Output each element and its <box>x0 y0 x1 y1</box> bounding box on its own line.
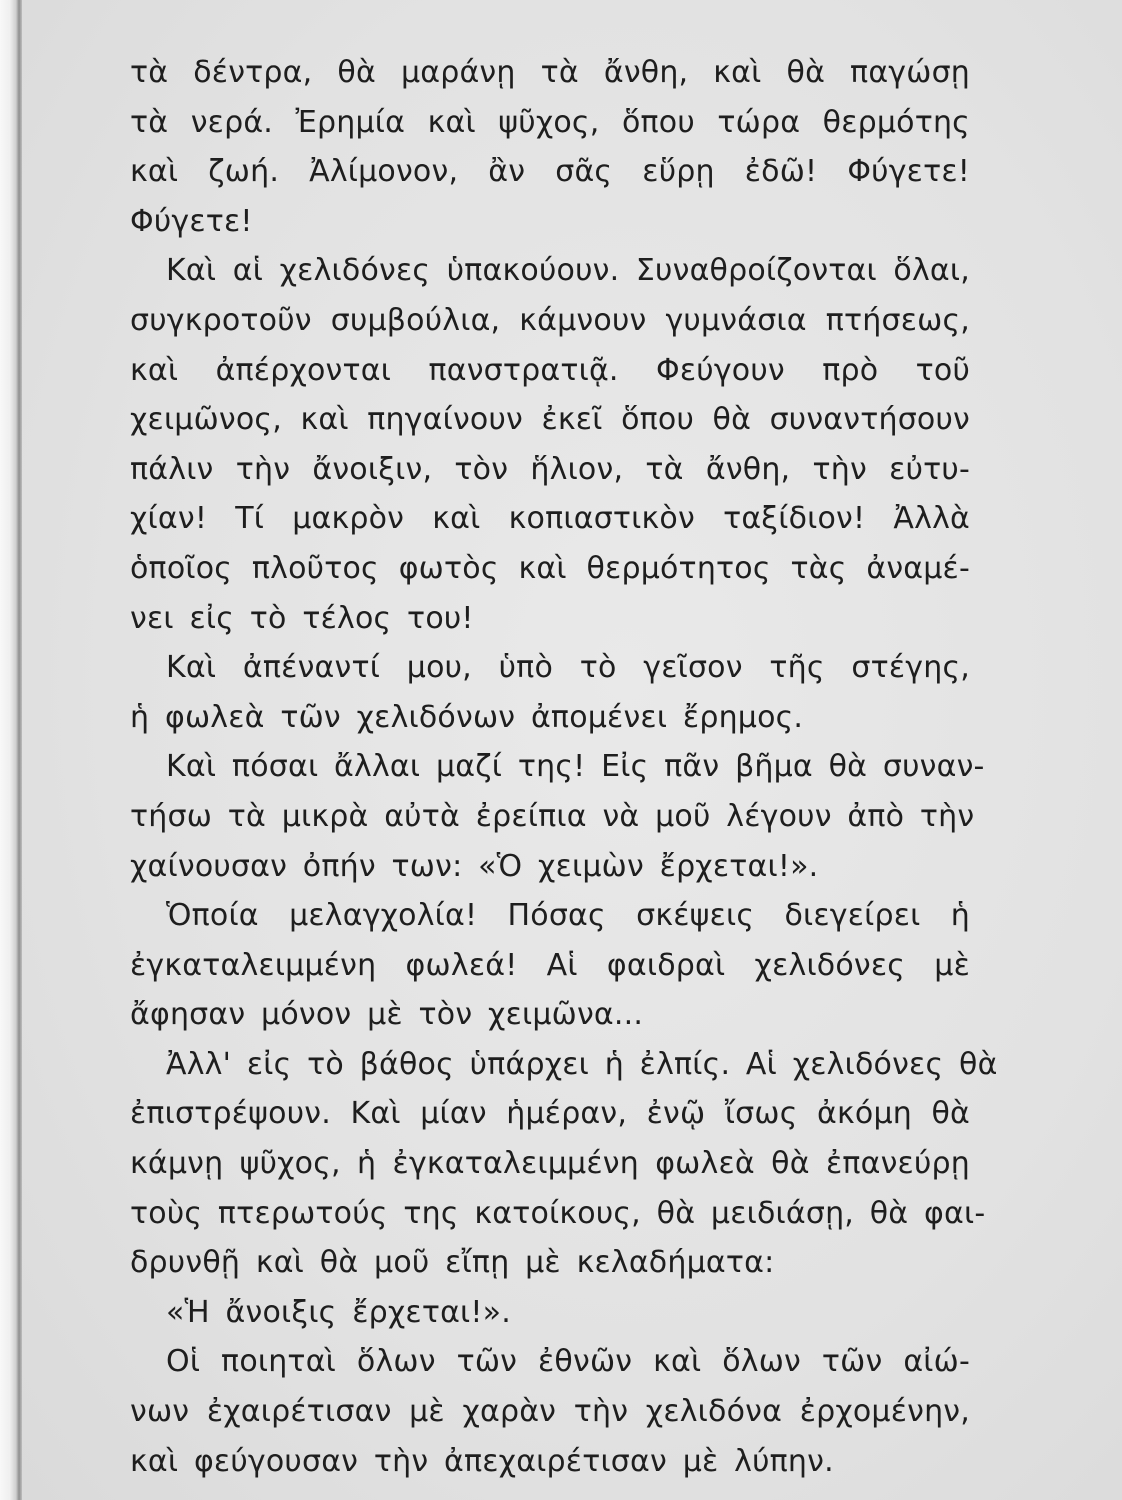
text-line: ἐπιστρέψουν. Καὶ μίαν ἡμέραν, ἐνῷ ἴσως ἀκόμη θὰ <box>130 1096 970 1132</box>
body-text <box>130 48 998 1486</box>
text-line: καὶ φεύγουσαν τὴν ἀπεχαιρέτισαν μὲ λύπην. <box>130 1443 834 1479</box>
text-line: πάλιν τὴν ἄνοιξιν, τὸν ἥλιον, τὰ ἄνθη, τὴν εὐτυ- <box>130 451 970 487</box>
text-line: τὰ νερά. Ἐρημία καὶ ψῦχος, ὅπου τώρα θερμότης <box>130 104 970 140</box>
text-line: Ὁποία μελαγχολία! Πόσας σκέψεις διεγείρει ἡ <box>166 898 970 934</box>
text-line: χαίνουσαν ὀπήν των: «Ὁ χειμὼν ἔρχεται!». <box>130 848 819 884</box>
page-binding-edge <box>0 0 22 1500</box>
text-line: Φύγετε! <box>130 203 253 239</box>
text-line: Καὶ πόσαι ἄλλαι μαζί της! Εἰς πᾶν βῆμα θὰ συναν- <box>166 749 985 785</box>
text-line: δρυνθῇ καὶ θὰ μοῦ εἴπῃ μὲ κελαδήματα: <box>130 1245 775 1281</box>
text-line: χειμῶνος, καὶ πηγαίνουν ἐκεῖ ὅπου θὰ συναντήσουν <box>130 402 970 438</box>
text-line: χίαν! Τί μακρὸν καὶ κοπιαστικὸν ταξίδιον! Ἀλλὰ <box>130 501 970 537</box>
text-line: νει εἰς τὸ τέλος του! <box>130 600 474 636</box>
text-line: κάμνῃ ψῦχος, ἡ ἐγκαταλειμμένη φωλεὰ θὰ ἐπανεύρῃ <box>130 1146 970 1182</box>
text-line: τοὺς πτερωτούς της κατοίκους, θὰ μειδιάσῃ, θὰ φαι- <box>130 1195 986 1231</box>
text-line: ἄφησαν μόνον μὲ τὸν χειμῶνα... <box>130 997 644 1033</box>
text-line: νων ἐχαιρέτισαν μὲ χαρὰν τὴν χελιδόνα ἐρχομένην, <box>130 1394 970 1430</box>
text-line: καὶ ἀπέρχονται πανστρατιᾷ. Φεύγουν πρὸ τοῦ <box>130 352 970 388</box>
text-line: συγκροτοῦν συμβούλια, κάμνουν γυμνάσια πτήσεως, <box>130 302 970 338</box>
text-line: Ἀλλ' εἰς τὸ βάθος ὑπάρχει ἡ ἐλπίς. Αἱ χελιδόνες θὰ <box>166 1046 998 1082</box>
text-line: καὶ ζωή. Ἀλίμονον, ἂν σᾶς εὕρῃ ἐδῶ! Φύγετε! <box>130 154 970 190</box>
text-line: τὰ δέντρα, θὰ μαράνῃ τὰ ἄνθη, καὶ θὰ παγώσῃ <box>130 55 970 90</box>
book-page <box>22 0 1122 1500</box>
text-line: Καὶ αἱ χελιδόνες ὑπακούουν. Συναθροίζονται ὅλαι, <box>166 253 970 289</box>
text-line: «Ἡ ἄνοιξις ἔρχεται!». <box>166 1294 511 1330</box>
text-line: Οἱ ποιηταὶ ὅλων τῶν ἐθνῶν καὶ ὅλων τῶν αἰώ- <box>166 1344 970 1380</box>
text-line: Καὶ ἀπέναντί μου, ὑπὸ τὸ γεῖσον τῆς στέγης, <box>166 650 970 686</box>
text-line: ἐγκαταλειμμένη φωλεά! Αἱ φαιδραὶ χελιδόνες μὲ <box>130 947 970 983</box>
text-line: ἡ φωλεὰ τῶν χελιδόνων ἀπομένει ἔρημος. <box>130 699 804 735</box>
text-line: τήσω τὰ μικρὰ αὐτὰ ἐρείπια νὰ μοῦ λέγουν ἀπὸ τὴν <box>130 798 975 834</box>
text-line: ὁποῖος πλοῦτος φωτὸς καὶ θερμότητος τὰς ἀναμέ- <box>130 550 970 586</box>
